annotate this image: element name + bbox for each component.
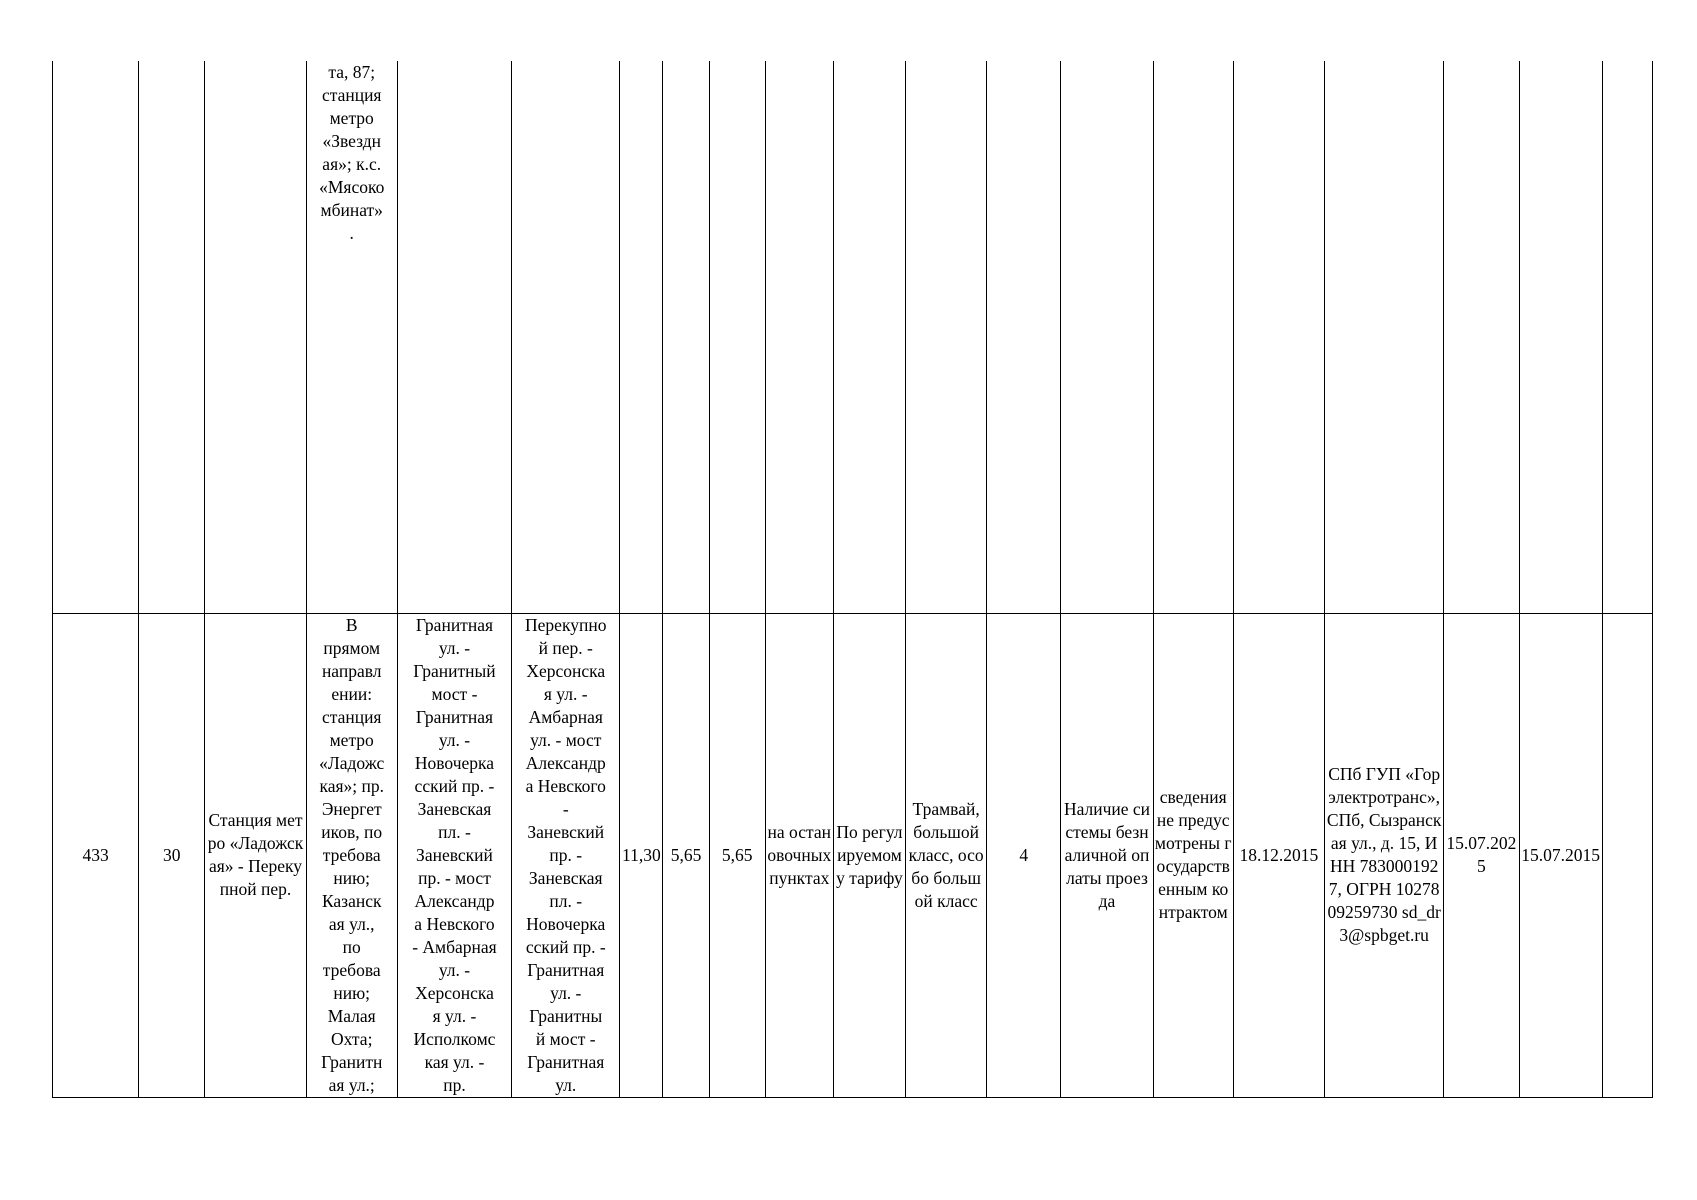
tariff-type-cell: По регулируемому тарифу bbox=[833, 613, 905, 1097]
stops-continuation-cell: та, 87; станция метро «Звездн ая»; к.с. «Мясоко мбинат» . bbox=[306, 61, 397, 613]
continuation-row bbox=[53, 61, 1653, 613]
cell-empty bbox=[1444, 61, 1519, 613]
vehicle-type-cell: Трамвай, большой класс, особо большой класс bbox=[906, 613, 987, 1097]
cell-empty bbox=[1519, 61, 1602, 613]
cell-empty bbox=[205, 61, 306, 613]
vehicle-count-cell: 4 bbox=[987, 613, 1061, 1097]
boarding-order-cell: на остановочных пунктах bbox=[765, 613, 833, 1097]
payment-note-cell: Наличие системы безналичной оплаты проезда bbox=[1061, 613, 1153, 1097]
cell-empty bbox=[1602, 61, 1652, 613]
length-backward-cell: 5,65 bbox=[663, 613, 709, 1097]
streets-forward-cell: Гранитная ул. - Гранитный мост - Гранитная ул. - Новочерка сский пр. - Заневская пл. - Заневский пр. - мост Александр а Невского - Амбарная ул. - Херсонска я ул. - Исполкомс кая ул. - пр. bbox=[397, 613, 511, 1097]
route-number-cell: 30 bbox=[139, 613, 205, 1097]
cell-empty bbox=[1061, 61, 1153, 613]
cell-empty bbox=[1233, 61, 1324, 613]
route-row bbox=[53, 613, 1653, 1097]
route-registry-table bbox=[52, 61, 1653, 1098]
cell-empty bbox=[1153, 61, 1233, 613]
cell-empty bbox=[620, 61, 663, 613]
cell-empty bbox=[833, 61, 905, 613]
date-1-cell: 15.07.2025 bbox=[1444, 613, 1519, 1097]
length-total-cell: 5,65 bbox=[709, 613, 765, 1097]
registry-number-cell: 433 bbox=[53, 613, 139, 1097]
length-forward-cell: 11,30 bbox=[620, 613, 663, 1097]
stops-cell: В прямом направл ении: станция метро «Ладожс кая»; пр. Энергет иков, по требова нию; Казанск ая ул., по требова нию; Малая Охта; Гранитн ая ул.; bbox=[306, 613, 397, 1097]
streets-backward-cell: Перекупно й пер. - Херсонска я ул. - Амбарная ул. - мост Александр а Невского - Заневский пр. - Заневская пл. - Новочерка сский пр. - Гранитная ул. - Гранитны й мост - Гранитная ул. bbox=[512, 613, 620, 1097]
cell-empty bbox=[906, 61, 987, 613]
cell-empty bbox=[709, 61, 765, 613]
last-column-cell bbox=[1602, 613, 1652, 1097]
cell-empty bbox=[765, 61, 833, 613]
cell-empty bbox=[987, 61, 1061, 613]
contract-info-cell: сведения не предусмотрены государственным контрактом bbox=[1153, 613, 1233, 1097]
cell-empty bbox=[512, 61, 620, 613]
route-name-cell: Станция метро «Ладожская» - Перекупной пер. bbox=[205, 613, 306, 1097]
cell-empty bbox=[139, 61, 205, 613]
cell-empty bbox=[663, 61, 709, 613]
date-2-cell: 15.07.2015 bbox=[1519, 613, 1602, 1097]
cell-empty bbox=[53, 61, 139, 613]
start-date-cell: 18.12.2015 bbox=[1233, 613, 1324, 1097]
cell-empty bbox=[1325, 61, 1444, 613]
cell-empty bbox=[397, 61, 511, 613]
carrier-cell: СПб ГУП «Горэлектротранс», СПб, Сызранская ул., д. 15, ИНН 7830001927, ОГРН 1027809259730 sd_dr3@spbget.ru bbox=[1325, 613, 1444, 1097]
